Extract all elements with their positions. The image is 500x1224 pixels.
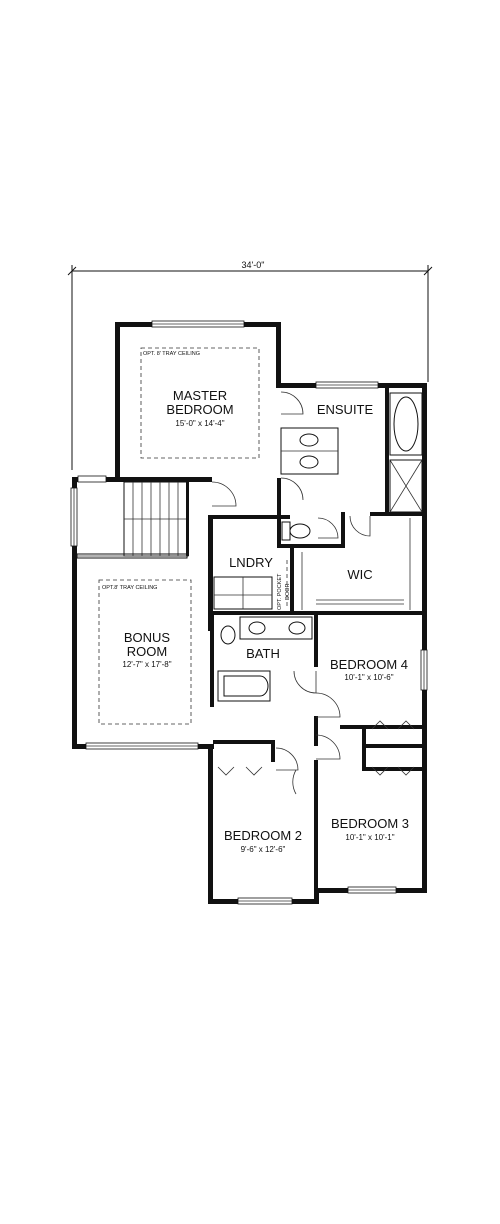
bedroom2-dims: 9'-6" x 12'-6": [240, 845, 286, 854]
staircase: [77, 482, 189, 558]
sink-icon: [300, 456, 318, 468]
bedroom3-label: BEDROOM 3: [330, 816, 410, 831]
pocket-door-note-line2: DOOR: [285, 583, 291, 600]
bedroom4-dims: 10'-1" x 10'-6": [344, 673, 394, 682]
wic-shelving: [302, 518, 410, 610]
bonus-room-label-line2: ROOM: [126, 644, 168, 659]
sink-icon: [289, 622, 305, 634]
bedroom3-dims: 10'-1" x 10'-1": [345, 833, 395, 842]
master-ceiling-note: OPT. 8' TRAY CEILING: [143, 351, 200, 357]
bedroom4-label: BEDROOM 4: [329, 657, 409, 672]
overall-dimension-label: 34'-0": [241, 260, 265, 270]
window-stair: [78, 476, 106, 482]
overall-dimension-line: [68, 260, 432, 470]
sink-icon: [300, 434, 318, 446]
toilet-icon: [221, 626, 235, 644]
bedroom2-label: BEDROOM 2: [223, 828, 303, 843]
master-bedroom-label-line1: MASTER: [172, 388, 228, 403]
laundry-label: LNDRY: [229, 555, 273, 570]
master-bedroom-label-line2: BEDROOM: [166, 402, 234, 417]
bath-label: BATH: [246, 646, 280, 661]
bathtub-icon: [390, 393, 422, 455]
bonus-room-label-line1: BONUS: [123, 630, 171, 645]
pocket-door-note-line1: OPT. POCKET: [277, 573, 283, 610]
master-bedroom-dims: 15'-0" x 14'-4": [175, 419, 225, 428]
laundry-fixtures: [214, 577, 272, 609]
bonus-ceiling-note: OPT.8' TRAY CEILING: [102, 585, 158, 591]
sink-icon: [249, 622, 265, 634]
ensuite-label: ENSUITE: [316, 402, 374, 417]
toilet-icon: [290, 524, 310, 538]
doors: [212, 392, 414, 794]
bonus-room-dims: 12'-7" x 17'-8": [122, 660, 172, 669]
wic-label: WIC: [347, 567, 373, 582]
